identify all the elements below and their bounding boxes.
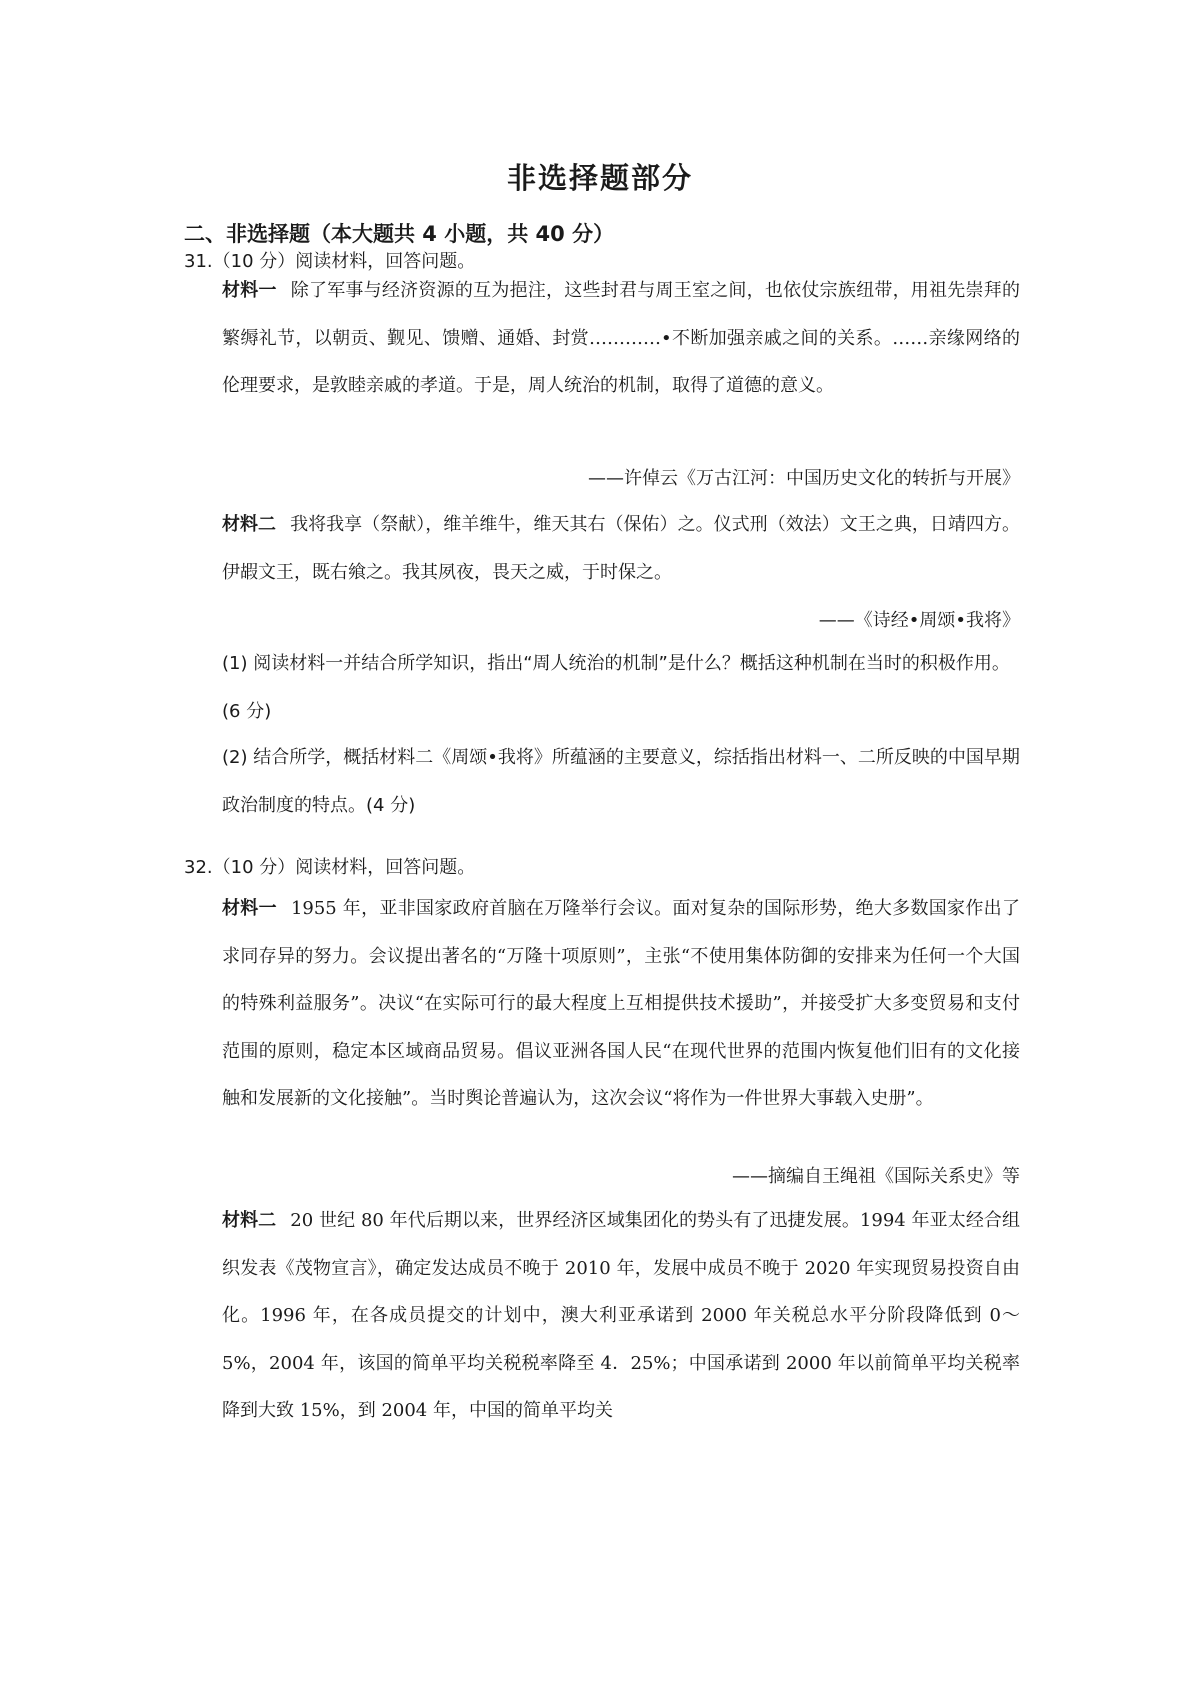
material-label: 材料一 xyxy=(222,280,277,301)
page-title: 非选择题部分 xyxy=(506,161,693,195)
q32-material-1-source: ——摘编自王绳祖《国际关系史》等 xyxy=(732,1166,1020,1187)
question-31-header: 31.（10 分）阅读材料，回答问题。 xyxy=(184,251,476,272)
material-text: 除了军事与经济资源的互为挹注，这些封君与周王室之间，也依仗宗族纽带，用祖先崇拜的繁缛礼节，以朝贡、觐见、馈赠、通婚、封赏…………•不断加强亲戚之间的关系。……亲缘网络的伦理要求，是敦睦亲戚的孝道。于是，周人统治的机制，取得了道德的意义。 xyxy=(222,280,1021,396)
q31-material-2 xyxy=(222,501,1020,596)
material-text: 1955 年，亚非国家政府首脑在万隆举行会议。面对复杂的国际形势，绝大多数国家作出了求同存异的努力。会议提出著名的“万隆十项原则”，主张“不使用集体防御的安排来为任何一个大国的特殊利益服务”。决议“在实际可行的最大程度上互相提供技术援助”，并接受扩大多变贸易和支付范围的原则，稳定本区域商品贸易。倡议亚洲各国人民“在现代世界的范围内恢复他们旧有的文化接触和发展新的文化接触”。当时舆论普遍认为，这次会议“将作为一件世界大事载入史册”。 xyxy=(222,898,1020,1109)
material-text: 我将我享（祭献），维羊维牛，维天其右（保佑）之。仪式刑（效法）文王之典，日靖四方。伊嘏文王，既右飨之。我其夙夜，畏天之威，于时保之。 xyxy=(222,514,1021,583)
section-heading: 二、非选择题（本大题共 4 小题，共 40 分） xyxy=(184,222,615,246)
question-32-header: 32.（10 分）阅读材料，回答问题。 xyxy=(184,857,476,878)
q31-material-1-source: ——许倬云《万古江河：中国历史文化的转折与开展》 xyxy=(588,468,1020,489)
q31-sub-question-1: (1) 阅读材料一并结合所学知识，指出“周人统治的机制”是什么？概括这种机制在当时的积极作用。(6 分) xyxy=(222,653,1010,722)
q32-material-2 xyxy=(222,1197,1020,1435)
material-text: 20 世纪 80 年代后期以来，世界经济区域集团化的势头有了迅捷发展。1994 年亚太经合组织发表《茂物宣言》，确定发达成员不晚于 2010 年，发展中成员不晚于 2020 年实现贸易投资自由化。1996 年，在各成员提交的计划中，澳大利亚承诺到 2000 年关税总水平分阶段降低到 0～5%，2004 年，该国的简单平均关税税率降至 4．25%；中国承诺到 2000 年以前简单平均关税率降到大致 15%，到 2004 年，中国的简单平均关 xyxy=(222,1210,1020,1421)
q31-sub-question-2: (2) 结合所学，概括材料二《周颂•我将》所蕴涵的主要意义，综括指出材料一、二所反映的中国早期政治制度的特点。(4 分) xyxy=(222,747,1020,816)
q32-material-1 xyxy=(222,885,1020,1123)
material-label: 材料一 xyxy=(222,898,277,919)
material-label: 材料二 xyxy=(222,514,277,535)
q31-material-1 xyxy=(222,267,1020,410)
q31-material-2-source: ——《诗经•周颂•我将》 xyxy=(818,610,1020,631)
material-label: 材料二 xyxy=(222,1210,277,1231)
